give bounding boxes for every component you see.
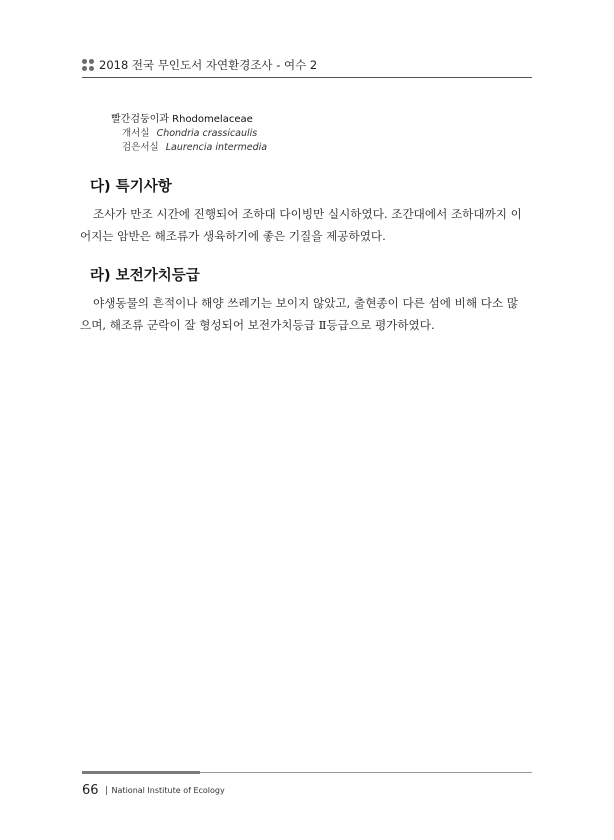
page-number: 66 [82,783,99,798]
paragraph-line: 조사가 만조 시간에 진행되어 조하대 다이빙만 실시하였다. 조간대에서 조하대까지 이 [93,207,522,221]
notes-paragraph [80,203,534,247]
family-korean: 빨간검둥이과 [111,114,169,125]
family-latin: Rhodomelaceae [172,114,253,125]
footer-rule-accent [82,771,200,774]
paragraph-line: 어지는 암반은 해조류가 생육하기에 좋은 기질을 제공하였다. [80,229,386,243]
running-title: 2018 전국 무인도서 자연환경조사 - 여수 2 [99,58,318,72]
section-heading-notes: 다) 특기사항 [90,179,172,195]
header-rule [82,77,532,78]
species-item [111,141,267,155]
species-list [111,113,267,155]
species-korean: 개서실 [122,128,150,139]
species-scientific: Chondria crassicaulis [156,128,258,139]
paragraph-line: 으며, 해조류 군락이 잘 형성되어 보전가치등급 Ⅱ등급으로 평가하였다. [80,318,435,332]
footer-rule [200,772,532,773]
conservation-paragraph [80,292,534,336]
page-footer [82,780,225,798]
dots-icon [82,59,94,71]
paragraph-line: 야생동물의 흔적이나 해양 쓰레기는 보이지 않았고, 출현종이 다른 섬에 비해 다소 많 [93,296,519,310]
family-name [111,113,267,127]
footer-separator [106,786,107,795]
section-heading-conservation: 라) 보전가치등급 [90,268,200,284]
species-scientific: Laurencia intermedia [165,142,268,153]
species-korean: 검은서실 [122,142,159,153]
footer-organization: National Institute of Ecology [111,786,225,795]
page-header [82,56,532,76]
species-item [111,127,267,141]
